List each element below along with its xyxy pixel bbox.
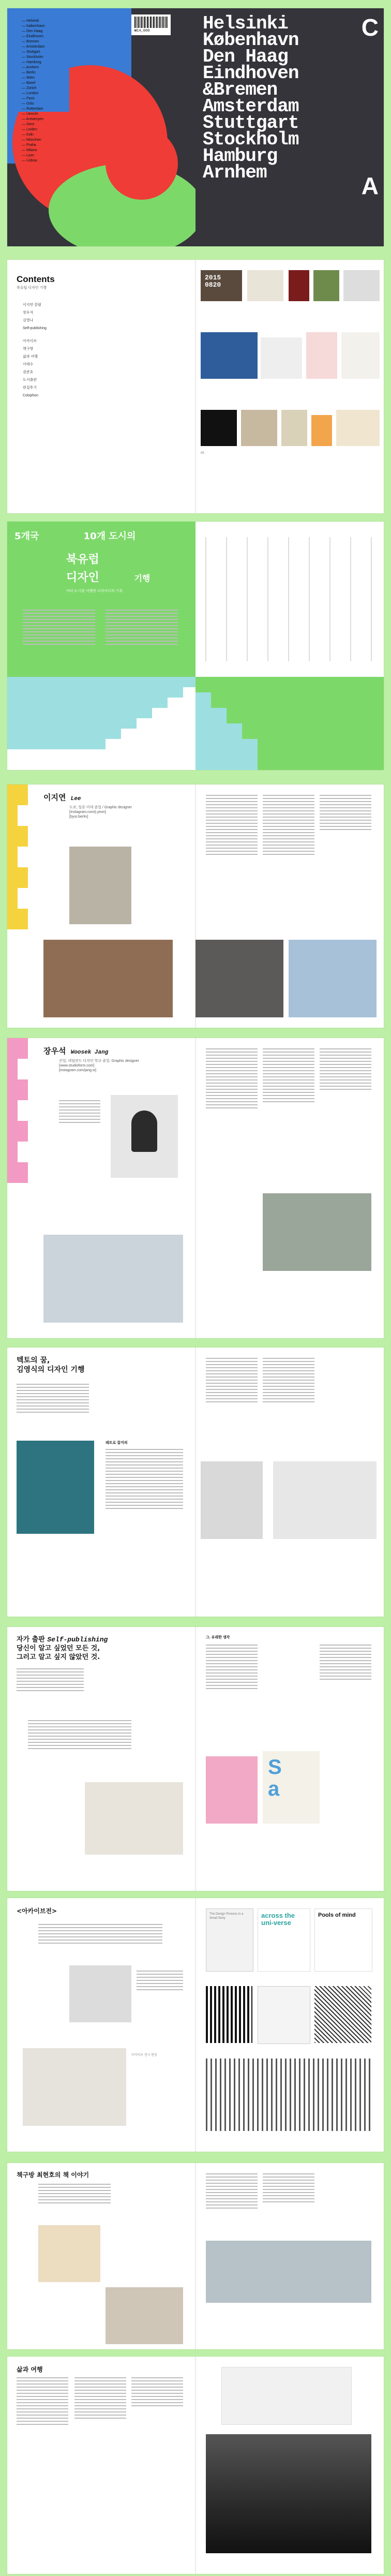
contents-item: 삶과 여행 — [23, 355, 38, 359]
profile1-body-3 — [320, 795, 371, 832]
archive-book-wall — [206, 2059, 371, 2131]
thumb-sand — [281, 410, 307, 446]
selfpub-body-3 — [206, 1645, 258, 1691]
bookstore-body-1 — [38, 2184, 111, 2205]
feature-spread — [7, 522, 384, 770]
selfpub-body-2 — [28, 1720, 131, 1751]
profile1-name-en: Lee — [70, 796, 81, 802]
archive-book-pattern — [314, 1986, 371, 2043]
archive-book-1 — [206, 1908, 253, 1972]
article1-left — [7, 1348, 196, 1617]
archive-title: <아카이브전> — [17, 1907, 57, 1915]
article1-photo-print — [201, 1461, 263, 1539]
profile2-name-en: Woosek Jang — [70, 1049, 109, 1056]
profile2-body — [59, 1100, 100, 1125]
contents-page — [7, 260, 196, 513]
article1-body-4 — [263, 1358, 314, 1404]
contents-item: 장우석 — [23, 311, 34, 315]
thumb-pattern — [341, 332, 380, 379]
feature-wave — [7, 677, 196, 770]
profile1-stair — [7, 784, 38, 1028]
profile2-spread — [7, 1038, 384, 1338]
thumb-blue — [201, 332, 258, 379]
city-7: Stuttgart — [203, 112, 299, 134]
bookstore-right — [196, 2163, 384, 2349]
thumb-frame — [336, 410, 380, 446]
thumb-green — [313, 270, 339, 301]
life-body-1 — [17, 2377, 68, 2427]
headline-part: 기행 — [134, 573, 151, 583]
selfpub-title-kr: 자가 출판 — [17, 1636, 45, 1644]
thumb-caption: 05 — [201, 452, 204, 455]
thumb-red — [289, 270, 309, 301]
cover-back — [7, 8, 196, 246]
selfpub-book-pink — [206, 1756, 258, 1824]
archive-book-2 — [258, 1908, 310, 1972]
bookstore-left — [7, 2163, 196, 2349]
profile1-bio-text: 도쿄, 일본 미대 졸업 / Graphic designer — [69, 806, 132, 809]
feature-body-text-2 — [106, 610, 178, 647]
contents-item: 아카이브 — [23, 339, 37, 343]
city-6: Amsterdam — [203, 96, 299, 117]
thumb-gray — [343, 270, 380, 301]
profile1-link2: [byur.berlin] — [69, 815, 88, 819]
cover-spread — [7, 8, 384, 246]
archive-book-3-title: Pools of mind — [318, 1912, 356, 1918]
profile1-spread — [7, 784, 384, 1028]
city-10: Arnhem — [203, 162, 267, 183]
life-title: 삶과 여행 — [17, 2366, 43, 2373]
archive-spread — [7, 1898, 384, 2152]
profile2-bio — [59, 1059, 173, 1073]
bookstore-photo-street — [206, 2241, 371, 2303]
article1-title-1: 텍토의 꿈, — [17, 1356, 50, 1365]
profile1-photo-building — [289, 940, 377, 1017]
profile1-photo-cafe — [43, 940, 173, 1017]
thumb-beige — [241, 410, 277, 446]
bookstore-body-2 — [206, 2173, 258, 2211]
selfpub-left — [7, 1627, 196, 1891]
city-2: København — [203, 29, 299, 51]
headline-part: 디자인 — [66, 571, 99, 584]
archive-photo-table — [23, 2048, 126, 2126]
archive-book-3 — [314, 1908, 372, 1972]
life-photo-book — [221, 2367, 352, 2425]
feature-body-text — [23, 610, 95, 647]
headline-part: 5개국 — [14, 531, 39, 542]
article1-title — [17, 1356, 84, 1374]
city-3: Den Haag — [203, 46, 288, 67]
profile1-name-kr: 이지연 — [43, 793, 66, 802]
profile2-portrait — [111, 1095, 178, 1178]
contents-spread — [7, 260, 384, 513]
archive-left — [7, 1898, 196, 2152]
thumb-figure — [261, 337, 302, 379]
profile2-name — [43, 1045, 108, 1056]
profile1-left — [7, 784, 196, 1028]
profile1-body-2 — [263, 795, 314, 857]
article1-photo-person — [17, 1441, 94, 1534]
archive-right — [196, 1898, 384, 2152]
barcode — [131, 14, 171, 35]
bookstore-photo-shop — [106, 2287, 183, 2344]
selfpub-body-1 — [17, 1668, 84, 1693]
life-body-3 — [131, 2377, 183, 2408]
contents-item: 권준호 — [23, 371, 34, 374]
feature-headline — [14, 529, 188, 596]
life-photo-forest — [206, 2434, 371, 2553]
profile2-link1: [www.studioform.com] — [59, 1064, 95, 1068]
thumb-pink — [306, 332, 337, 379]
contents-item: 김영나 — [23, 319, 34, 322]
article1-caption: 레트로 잡지의 — [106, 1441, 128, 1445]
city-1: Helsinki — [203, 13, 288, 34]
city-4: Eindhoven — [203, 63, 299, 84]
feature-left — [7, 522, 196, 770]
contents-item: 이지연 칼럼 — [23, 303, 41, 307]
feature-table — [196, 522, 384, 770]
city-8: Stockholm — [203, 129, 299, 150]
logo-a: A — [361, 172, 379, 199]
article1-photo-room — [273, 1461, 377, 1539]
selfpub-photo-books — [85, 1782, 183, 1855]
profile1-portrait — [69, 847, 131, 924]
profile2-photo-house — [263, 1193, 371, 1271]
profile2-body-3 — [320, 1048, 371, 1092]
profile2-photo-street — [43, 1235, 183, 1323]
city-list — [203, 13, 299, 183]
profile1-name — [43, 792, 81, 803]
profile2-name-kr: 장우석 — [43, 1046, 66, 1056]
selfpub-title-en: Self-publishing — [47, 1636, 108, 1644]
profile2-right — [196, 1038, 384, 1338]
life-spread — [7, 2357, 384, 2574]
thumb-black — [201, 410, 237, 446]
archive-caption: 아카이브 전시 현장 — [131, 2054, 157, 2057]
selfpub-right — [196, 1627, 384, 1891]
archive-body-1 — [38, 1924, 162, 1946]
bookstore-spread — [7, 2163, 384, 2349]
archive-photo-people — [69, 1965, 131, 2022]
article1-body-2 — [106, 1449, 183, 1511]
article1-body-1 — [17, 1384, 89, 1415]
feature-right — [196, 522, 384, 770]
city-5: &Bremen — [203, 79, 278, 100]
profile2-body-1 — [206, 1048, 258, 1111]
city-9: Hamburg — [203, 145, 278, 167]
contents-item: 도서출판 — [23, 378, 37, 382]
profile1-link1: [Instagram.com/j.yeon] — [69, 810, 106, 814]
contents-item: Self-publishing — [23, 327, 47, 330]
article1-title-2: 김영식의 디자인 기행 — [17, 1366, 85, 1374]
profile2-left — [7, 1038, 196, 1338]
article1-body-3 — [206, 1358, 258, 1404]
headline-part: 10개 도시의 — [83, 531, 136, 542]
selfpub-body-4 — [320, 1645, 371, 1682]
archive-book-2-title: across the uni-verse — [261, 1912, 295, 1927]
contents-item: 이태수 — [23, 363, 34, 366]
bookstore-title: 책구방 최현호의 책 이야기 — [17, 2171, 89, 2179]
contents-item: 책구방 — [23, 347, 34, 351]
article1-spread — [7, 1348, 384, 1617]
profile1-right — [196, 784, 384, 1028]
headline-part: 북유럽 — [66, 553, 99, 566]
life-left — [7, 2357, 196, 2574]
selfpub-sub-2: 그러고 알고 싶지 않았던 것. — [17, 1653, 100, 1661]
profile2-stair — [7, 1038, 38, 1338]
selfpub-spread — [7, 1627, 384, 1891]
profile2-body-2 — [263, 1048, 314, 1104]
selfpub-sub-1: 당신이 알고 싶었던 모든 것, — [17, 1645, 100, 1652]
selfpub-caption: 그. 유래한 생각 — [206, 1636, 230, 1639]
contents-item: Colophon — [23, 394, 38, 397]
life-right — [196, 2357, 384, 2574]
contents-list — [23, 301, 47, 399]
profile2-bio-text: 산업, 네덜란드 디자인 학교 졸업. Graphic designer — [59, 1059, 139, 1063]
selfpub-title — [17, 1635, 108, 1662]
logo-c: C — [361, 14, 379, 41]
thumb-book — [247, 270, 283, 301]
profile1-bio — [69, 805, 173, 819]
archive-book-frames — [258, 1986, 310, 2044]
feature-sub: 여러 도시를 여행한 디자이너의 기록 — [66, 589, 123, 593]
archive-book-1-title: The Design Process Is a Small Story — [209, 1913, 244, 1920]
profile1-body-1 — [206, 795, 258, 857]
archive-book-stripes — [206, 1986, 252, 2043]
bookstore-photo-person — [38, 2225, 100, 2282]
profile2-link2: [instagram.com/jang.w] — [59, 1069, 96, 1072]
archive-body-2 — [137, 1971, 183, 1992]
contents-subtitle: 북유럽 디자인 기행 — [17, 286, 47, 290]
cover-front — [196, 8, 384, 246]
thumb-poster: 2015 0820 — [201, 270, 242, 301]
contents-title: Contents — [17, 274, 55, 284]
contents-item: 편집후기 — [23, 386, 37, 390]
selfpub-book-letters: S a — [263, 1751, 320, 1824]
life-body-2 — [74, 2377, 126, 2421]
price-label: ₩14,000 — [134, 29, 150, 33]
contents-thumbs — [196, 260, 384, 513]
article1-right — [196, 1348, 384, 1617]
cover-toc: — Helsinki — København — Den Haag — Eindhoven — Bremen — Amsterdam — Stuttgart — Stockholm — Hamburg — Arnhem — Berlin — Wien — Basel — Zürich — London — Paris — Oslo — Rotterdam — Utrecht — Antwerpen — Gent — Leiden — Köln — München — Praha — Milano — Lyon — Lisboa — [22, 19, 45, 162]
thumb-orange — [311, 415, 332, 446]
profile1-photo-library — [196, 940, 283, 1017]
bookstore-body-3 — [263, 2173, 314, 2204]
